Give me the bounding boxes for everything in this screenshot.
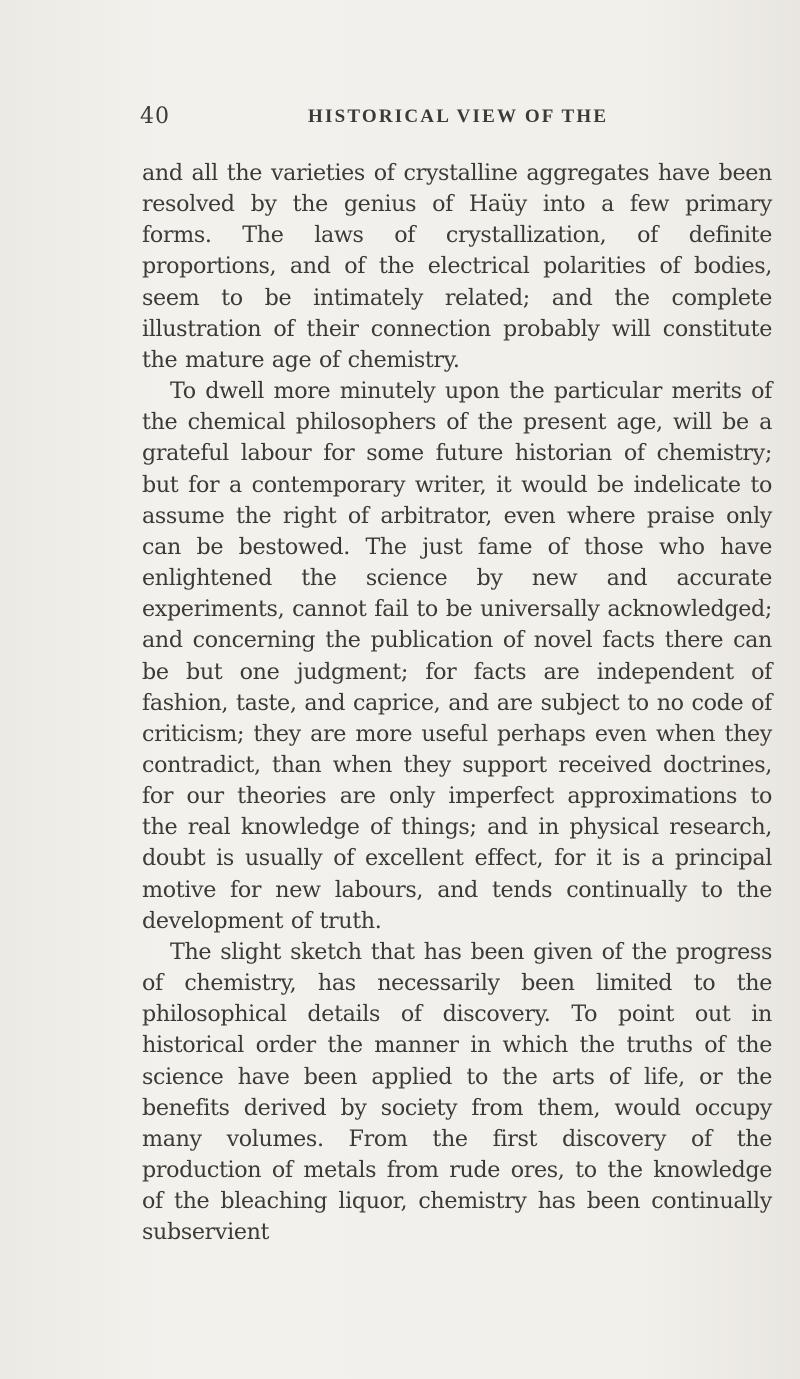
paragraph-3: The slight sketch that has been given of the progress of chemistry, has necessarily been limited to the philosophical details of discovery. To point out in historical order the manner in which the truths of the science have been applied to the arts of life, or the benefits derived by society from them, would occupy many volumes. From the first discovery of the production of metals from rude ores, to the knowledge of the bleaching liquor, chemistry has been continually subservient — [142, 938, 772, 1246]
body-text — [142, 158, 772, 1248]
paragraph-1: and all the varieties of crystalline aggregates have been resolved by the genius of Haüy into a few primary forms. The laws of crystallization, of definite proportions, and of the electrical polarities of bodies, seem to be intimately related; and the complete illustration of their connection probably will constitute the mature age of chemistry. — [142, 160, 772, 373]
page-number: 40 — [140, 104, 170, 129]
running-head: HISTORICAL VIEW OF THE — [308, 106, 609, 127]
paragraph-2: To dwell more minutely upon the particular merits of the chemical philosophers of the present age, will be a grateful labour for some future historian of chemistry; but for a contemporary writer, it would be indelicate to assume the right of arbitrator, even where praise only can be bestowed. The just fame of those who have enlightened the science by new and accurate experiments, cannot fail to be universally acknowledged; and concerning the publication of novel facts there can be but one judgment; for facts are independent of fashion, taste, and caprice, and are subject to no code of criticism; they are more useful perhaps even when they contradict, than when they support received doctrines, for our theories are only imperfect approximations to the real knowledge of things; and in physical research, doubt is usually of excellent effect, for it is a principal motive for new labours, and tends continually to the development of truth. — [142, 378, 772, 934]
page-header — [140, 100, 780, 140]
